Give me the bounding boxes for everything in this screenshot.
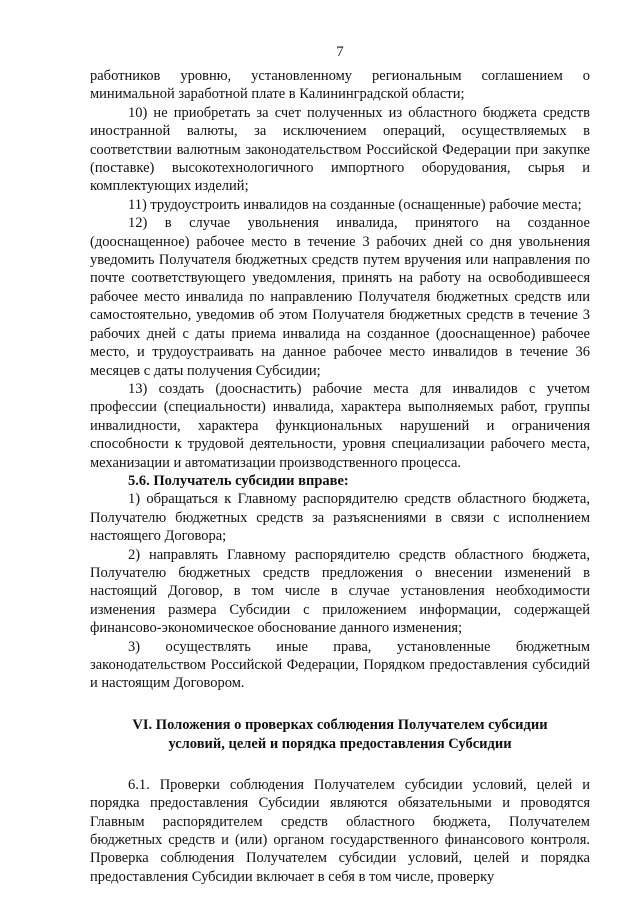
paragraph-continuation: работников уровню, установленному региональным соглашением о минимальной заработной плате в Калининградской области; [90, 68, 590, 103]
section-spacer [90, 754, 590, 776]
page-number: 7 [336, 44, 344, 60]
section-title-line-1: VI. Положения о проверках соблюдения Получателем субсидии [132, 716, 548, 733]
paragraph-right-2: 2) направлять Главному распорядителю средств областного бюджета, Получателю бюджетных средств предложения о внесении изменений в настоящий Договор, в том числе в случае установления необходимости изменения размера Субсидии с приложением информации, содержащей финансово-экономическое обоснование данного изменения; [90, 546, 590, 637]
section-title-line-2: условий, целей и порядка предоставления Субсидии [168, 735, 512, 752]
document-page [90, 44, 590, 886]
paragraph-item-11: 11) трудоустроить инвалидов на созданные (оснащенные) рабочие места; [128, 196, 582, 213]
clause-heading-5-6: 5.6. Получатель субсидии вправе: [128, 472, 349, 489]
paragraph-item-13: 13) создать (дооснастить) рабочие места для инвалидов с учетом профессии (специальности) инвалида, характера выполняемых работ, группы инвалидности, характера функциональных нарушений и ограничения способности к трудовой деятельности, уровня специализации рабочего места, механизации и автоматизации производственного процесса. [90, 380, 590, 471]
paragraph-right-3: 3) осуществлять иные права, установленные бюджетным законодательством Российской Федерации, Порядком предоставления субсидий и настоящим Договором. [90, 638, 590, 692]
paragraph-item-10: 10) не приобретать за счет полученных из областного бюджета средств иностранной валюты, за исключением операций, осуществляемых в соответствии валютным законодательством Российской Федерации при закупке (поставке) высокотехнологичного импортного оборудования, сырья и комплектующих изделий; [90, 104, 590, 195]
paragraph-6-1: 6.1. Проверки соблюдения Получателем субсидии условий, целей и порядка предоставления Субсидии являются обязательными и проводятся Главным распорядителем средств областного бюджета, Получателем бюджетных средств и (или) органом государственного финансового контроля. Проверка соблюдения Получателем субсидии условий, целей и порядка предоставления Субсидии включает в себя в том числе, проверку [90, 776, 590, 885]
paragraph-right-1: 1) обращаться к Главному распорядителю средств областного бюджета, Получателю бюджетных средств за разъяснениями в связи с исполнением настоящего Договора; [90, 491, 590, 545]
section-title [90, 716, 590, 754]
paragraph-item-12: 12) в случае увольнения инвалида, принятого на созданное (дооснащенное) рабочее место в течение 3 рабочих дней со дня увольнения уведомить Получателя бюджетных средств путем вручения или направления по почте соответствующего уведомления, принять на работу на освободившееся рабочее место инвалида по направлению Получателя бюджетных средств или самостоятельно, уведомив об этом Получателя бюджетных средств в течение 3 рабочих дней с даты приема инвалида на созданное (дооснащенное) рабочее место, и трудоустраивать на данное рабочее место инвалидов в течение 36 месяцев с даты получения Субсидии; [90, 215, 590, 379]
